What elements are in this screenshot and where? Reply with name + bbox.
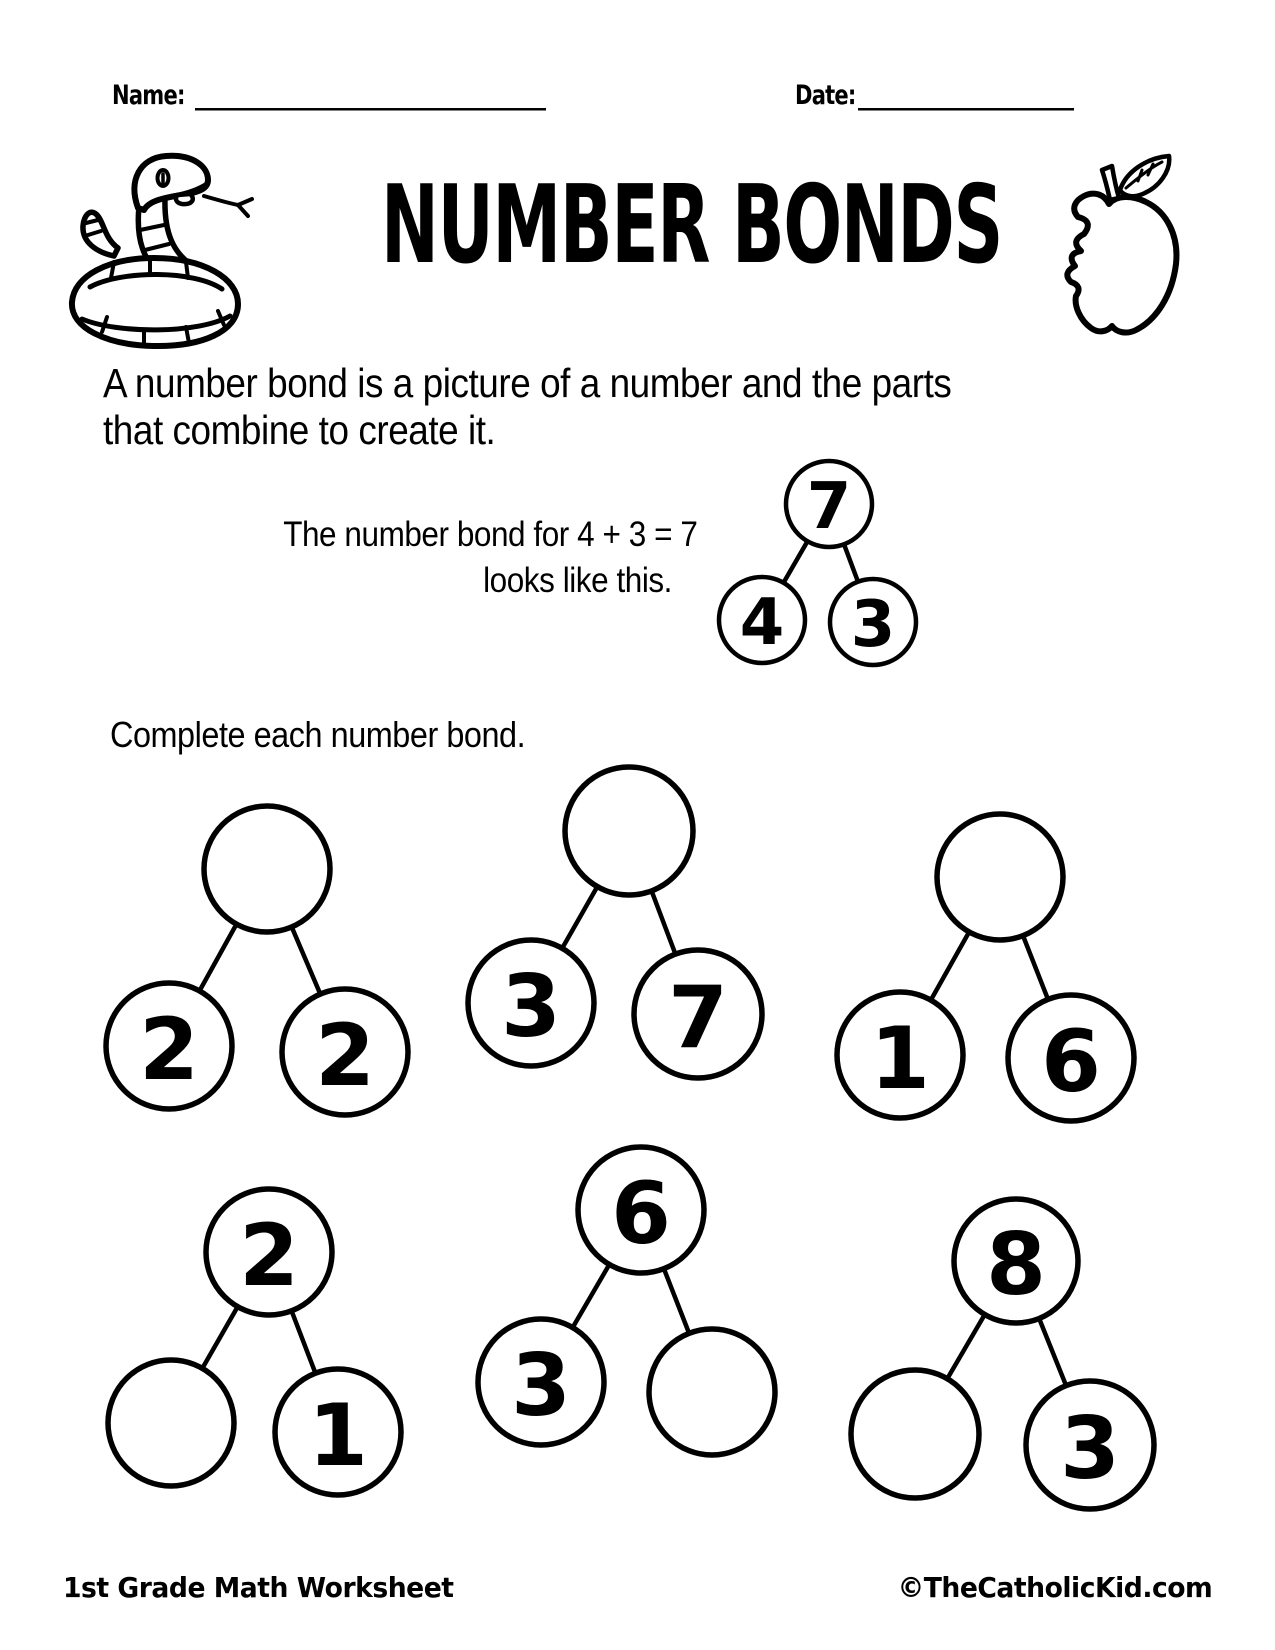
date-label: Date: [795,80,856,111]
part-right-value: 6 [1041,1012,1101,1112]
part-left-circle-blank[interactable] [108,1360,234,1486]
part-right-value: 2 [315,1006,375,1106]
part-left-circle-blank[interactable] [851,1370,979,1498]
name-blank-line[interactable]: __________________________ [195,80,546,111]
whole-value: 8 [986,1215,1046,1315]
part-left-value: 2 [139,1000,199,1100]
number-bond-3 [837,814,1134,1121]
footer-worksheet-type: 1st Grade Math Worksheet [63,1571,454,1604]
name-label: Name: [112,80,185,111]
part-left-value: 3 [501,957,561,1057]
part-right-value: 3 [850,588,896,662]
number-bond-5 [478,1147,775,1455]
whole-value: 7 [806,470,852,544]
part-left-value: 4 [739,586,785,660]
number-bond-4 [108,1189,401,1495]
date-blank-line[interactable]: ________________ [858,80,1074,111]
part-right-value: 7 [668,968,728,1068]
part-right-value: 3 [1060,1399,1120,1499]
part-right-value: 1 [308,1386,368,1486]
intro-line-1: A number bond is a picture of a number and the parts [103,360,952,406]
whole-circle-blank[interactable] [937,814,1063,940]
number-bond-1 [106,806,408,1115]
part-right-circle-blank[interactable] [649,1329,775,1455]
whole-value: 2 [239,1206,299,1306]
part-left-value: 1 [870,1009,930,1109]
instruction-text: Complete each number bond. [110,714,526,755]
whole-circle-blank[interactable] [565,767,693,895]
whole-value: 6 [611,1164,671,1264]
part-left-value: 3 [511,1336,571,1436]
example-caption-line-1: The number bond for 4 + 3 = 7 [283,515,698,554]
example-number-bond [719,461,916,665]
whole-circle-blank[interactable] [204,806,330,932]
footer-copyright: ©TheCatholicKid.com [897,1571,1212,1604]
example-caption-line-2: looks like this. [483,561,672,600]
number-bond-2 [468,767,762,1078]
number-bond-6 [851,1199,1154,1509]
page-title: NUMBER BONDS [381,163,1003,288]
intro-line-2: that combine to create it. [103,407,496,453]
